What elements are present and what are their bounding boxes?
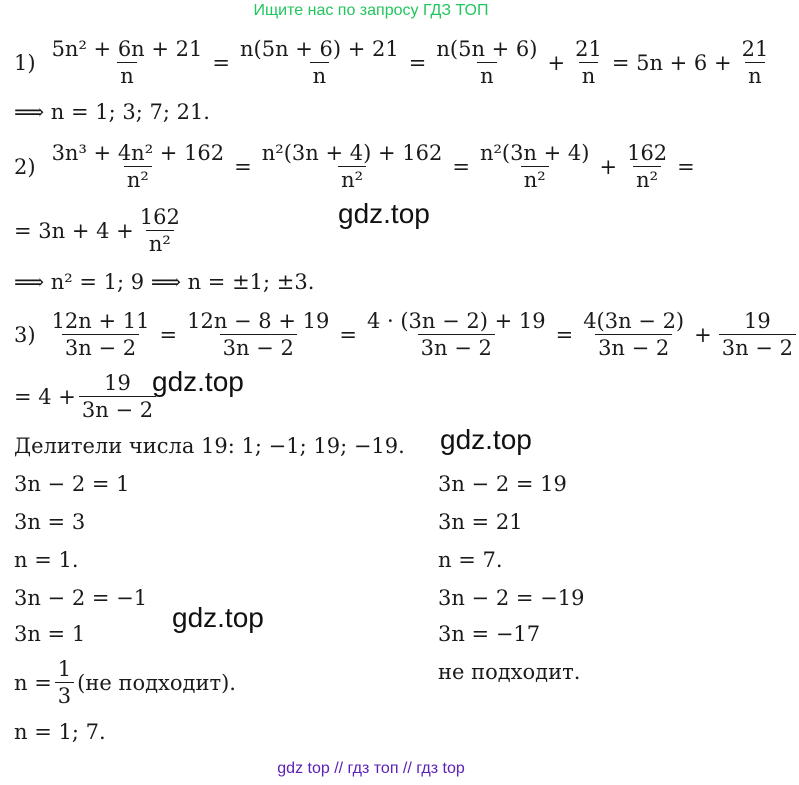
numerator: 162: [627, 141, 668, 165]
left-line-4: 3n − 2 = −1: [14, 586, 148, 610]
denominator: 3n − 2: [595, 334, 672, 361]
final-answer: n = 1; 7.: [14, 720, 106, 744]
numerator: 4(3n − 2): [583, 309, 685, 333]
equals-sign: =: [339, 322, 357, 347]
part3-line2: [14, 370, 159, 423]
denominator: n²: [521, 166, 549, 193]
left-frac-prefix: n =: [14, 670, 52, 695]
part3-equation: [14, 308, 799, 361]
numerator: 4 · (3n − 2) + 19: [366, 309, 546, 333]
part3-label: 3): [14, 322, 36, 347]
part2-label: 2): [14, 154, 36, 179]
numerator: 12n + 11: [51, 309, 150, 333]
part1-fraction-5: [739, 36, 772, 89]
divisors-line: Делители числа 19: 1; −1; 19; −19.: [14, 434, 405, 458]
numerator: 19: [743, 309, 771, 333]
part3-fraction-3: [364, 308, 549, 361]
part1-result: ⟹ n = 1; 3; 7; 21.: [14, 100, 210, 124]
part1-label: 1): [14, 50, 36, 75]
part2-line2-prefix: = 3n + 4 +: [14, 218, 134, 243]
right-line-3: n = 7.: [438, 548, 503, 572]
part3-line2-prefix: = 4 +: [14, 384, 76, 409]
equals-sign: =: [159, 322, 178, 347]
numerator: 21: [741, 37, 769, 61]
banner-text: Ищите нас по запросу ГДЗ ТОП: [253, 2, 489, 19]
denominator: 3n − 2: [79, 396, 156, 423]
right-line-6: не подходит.: [438, 660, 581, 684]
footer-text: gdz top // гдз топ // гдз top: [277, 760, 465, 777]
part3-fraction-1: [49, 308, 153, 361]
right-line-4: 3n − 2 = −19: [438, 586, 585, 610]
watermark: gdz.top: [152, 366, 244, 397]
plus-sign: +: [694, 322, 712, 347]
search-banner: [0, 2, 742, 20]
part1-mid-text: = 5n + 6 +: [611, 50, 732, 75]
plus-sign: +: [599, 154, 618, 179]
right-line-1: 3n − 2 = 19: [438, 472, 567, 496]
part2-fraction-1: [49, 140, 228, 193]
numerator: 21: [575, 37, 602, 61]
numerator: 5n² + 6n + 21: [51, 37, 203, 61]
denominator: n: [477, 62, 497, 89]
part2-fraction-3: [477, 140, 593, 193]
denominator: n²: [146, 230, 174, 257]
left-line-1: 3n − 2 = 1: [14, 472, 130, 496]
watermark: gdz.top: [338, 198, 430, 229]
left-line-5: 3n = 1: [14, 622, 86, 646]
plus-sign: +: [547, 50, 566, 75]
equals-sign: =: [234, 154, 252, 179]
equals-sign: =: [452, 154, 470, 179]
denominator: 3n − 2: [418, 334, 495, 361]
part1-fraction-1: [49, 36, 206, 89]
equals-sign: =: [555, 322, 574, 347]
equals-sign: =: [212, 50, 230, 75]
numerator: 3n³ + 4n² + 162: [51, 141, 225, 165]
equals-sign: =: [408, 50, 427, 75]
denominator: n: [117, 62, 137, 89]
numerator: n(5n + 6) + 21: [239, 37, 399, 61]
right-line-2: 3n = 21: [438, 510, 523, 534]
numerator: n²(3n + 4): [479, 141, 590, 165]
part1-fraction-2: [237, 36, 402, 89]
footer: [0, 760, 742, 778]
part2-equation: [14, 140, 699, 193]
part1-fraction-4: [572, 36, 605, 89]
equals-sign: =: [677, 154, 695, 179]
part1-equation: [14, 36, 774, 89]
numerator: 12n − 8 + 19: [187, 309, 330, 333]
part2-line2: [14, 204, 186, 257]
denominator: n: [745, 62, 765, 89]
numerator: n²(3n + 4) + 162: [261, 141, 443, 165]
left-frac-suffix: (не подходит).: [77, 670, 236, 695]
watermark: gdz.top: [440, 424, 532, 455]
numerator: 1: [57, 657, 72, 681]
part3-fraction-2: [184, 308, 332, 361]
denominator: 3n − 2: [62, 334, 139, 361]
denominator: n²: [338, 166, 366, 193]
part2-fraction-5: [137, 204, 183, 257]
part3-fraction-6: [79, 370, 156, 423]
denominator: 3n − 2: [220, 334, 297, 361]
part3-fraction-5: [719, 308, 796, 361]
numerator: 162: [139, 205, 180, 229]
part2-fraction-2: [259, 140, 446, 193]
part1-fraction-3: [433, 36, 540, 89]
part2-result: ⟹ n² = 1; 9 ⟹ n = ±1; ±3.: [14, 270, 315, 294]
left-fraction-line: [14, 656, 236, 709]
watermark: gdz.top: [172, 602, 264, 633]
denominator: n: [310, 62, 330, 89]
right-line-5: 3n = −17: [438, 622, 541, 646]
denominator: 3: [55, 682, 74, 709]
one-third-fraction: [55, 656, 74, 709]
left-line-2: 3n = 3: [14, 510, 86, 534]
numerator: 19: [104, 371, 131, 395]
numerator: n(5n + 6): [436, 37, 538, 61]
part2-fraction-4: [624, 140, 670, 193]
left-line-3: n = 1.: [14, 548, 79, 572]
denominator: n: [579, 62, 599, 89]
denominator: n²: [633, 166, 661, 193]
denominator: 3n − 2: [719, 334, 796, 361]
denominator: n²: [124, 166, 152, 193]
part3-fraction-4: [580, 308, 687, 361]
